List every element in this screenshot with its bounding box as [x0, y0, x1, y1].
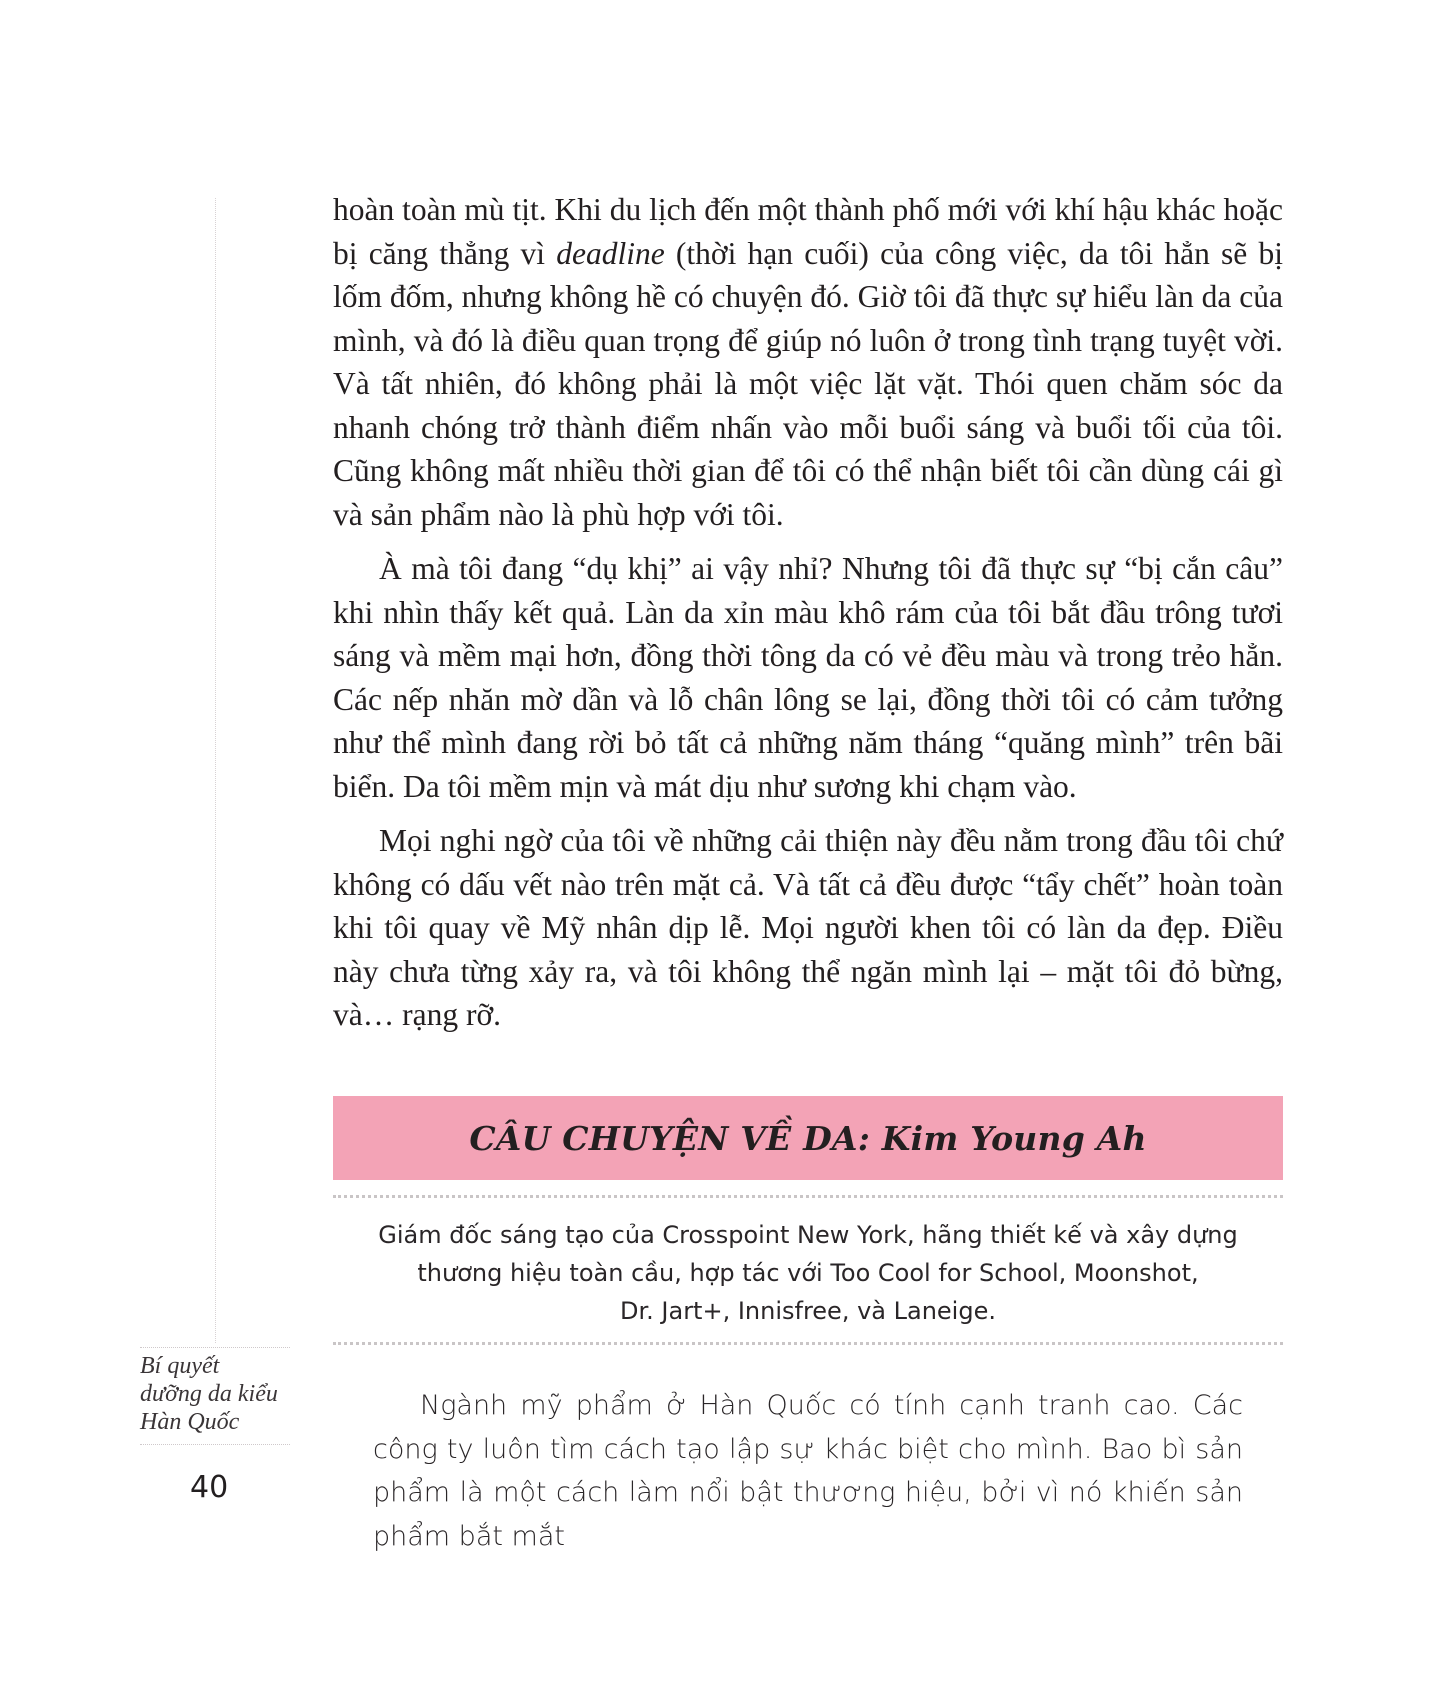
profile-subtitle: Giám đốc sáng tạo của Crosspoint New York, hãng thiết kế và xây dựng thương hiệu toàn cầu, hợp tác với Too Cool for School, Moonshot, Dr. Jart+, Innisfree, và Laneige.	[378, 1221, 1238, 1325]
skin-story-title: CÂU CHUYỆN VỀ DA: Kim Young Ah	[469, 1118, 1147, 1158]
story-body	[373, 1384, 1243, 1558]
main-text	[333, 188, 1283, 1048]
dotted-divider-bottom	[333, 1342, 1283, 1345]
book-title: Bí quyết dưỡng da kiểu Hàn Quốc	[140, 1353, 278, 1435]
page-number: 40	[190, 1470, 229, 1505]
paragraph-2: À mà tôi đang “dụ khị” ai vậy nhỉ? Nhưng tôi đã thực sự “bị cắn câu” khi nhìn thấy kết quả. Làn da xỉn màu khô rám của tôi bắt đầu trông tươi sáng và mềm mại hơn, đồng thời tông da có vẻ đều màu và trong trẻo hẳn. Các nếp nhăn mờ dần và lỗ chân lông se lại, đồng thời tôi có cảm tưởng như thể mình đang rời bỏ tất cả những năm tháng “quăng mình” trên bãi biển. Da tôi mềm mịn và mát dịu như sương khi chạm vào.	[333, 551, 1283, 804]
deadline-italic: deadline	[556, 235, 665, 271]
dotted-divider-top	[333, 1195, 1283, 1198]
margin-dotted-rule	[215, 198, 216, 1343]
paragraph-3: Mọi nghi ngờ của tôi về những cải thiện này đều nằm trong đầu tôi chứ không có dấu vết nào trên mặt cả. Và tất cả đều được “tẩy chết” hoàn toàn khi tôi quay về Mỹ nhân dịp lễ. Mọi người khen tôi có làn da đẹp. Điều này chưa từng xảy ra, và tôi không thể ngăn mình lại – mặt tôi đỏ bừng, và… rạng rỡ.	[333, 823, 1283, 1032]
story-paragraph: Ngành mỹ phẩm ở Hàn Quốc có tính cạnh tranh cao. Các công ty luôn tìm cách tạo lập sự khác biệt cho mình. Bao bì sản phẩm là một cách làm nổi bật thương hiệu, bởi vì nó khiến sản phẩm bắt mắt	[373, 1390, 1243, 1552]
skin-story-header	[333, 1096, 1283, 1180]
paragraph-1: hoàn toàn mù tịt. Khi du lịch đến một thành phố mới với khí hậu khác hoặc bị căng thẳng vì deadline (thời hạn cuối) của công việc, da tôi hẳn sẽ bị lốm đốm, nhưng không hề có chuyện đó. Giờ tôi đã thực sự hiểu làn da của mình, và đó là điều quan trọng để giúp nó luôn ở trong tình trạng tuyệt vời. Và tất nhiên, đó không phải là một việc lặt vặt. Thói quen chăm sóc da nhanh chóng trở thành điểm nhấn vào mỗi buổi sáng và buổi tối của tôi. Cũng không mất nhiều thời gian để tôi có thể nhận biết tôi cần dùng cái gì và sản phẩm nào là phù hợp với tôi.	[333, 192, 1283, 532]
book-title-rule-top	[140, 1347, 290, 1348]
book-title-rule-bottom	[140, 1444, 290, 1445]
